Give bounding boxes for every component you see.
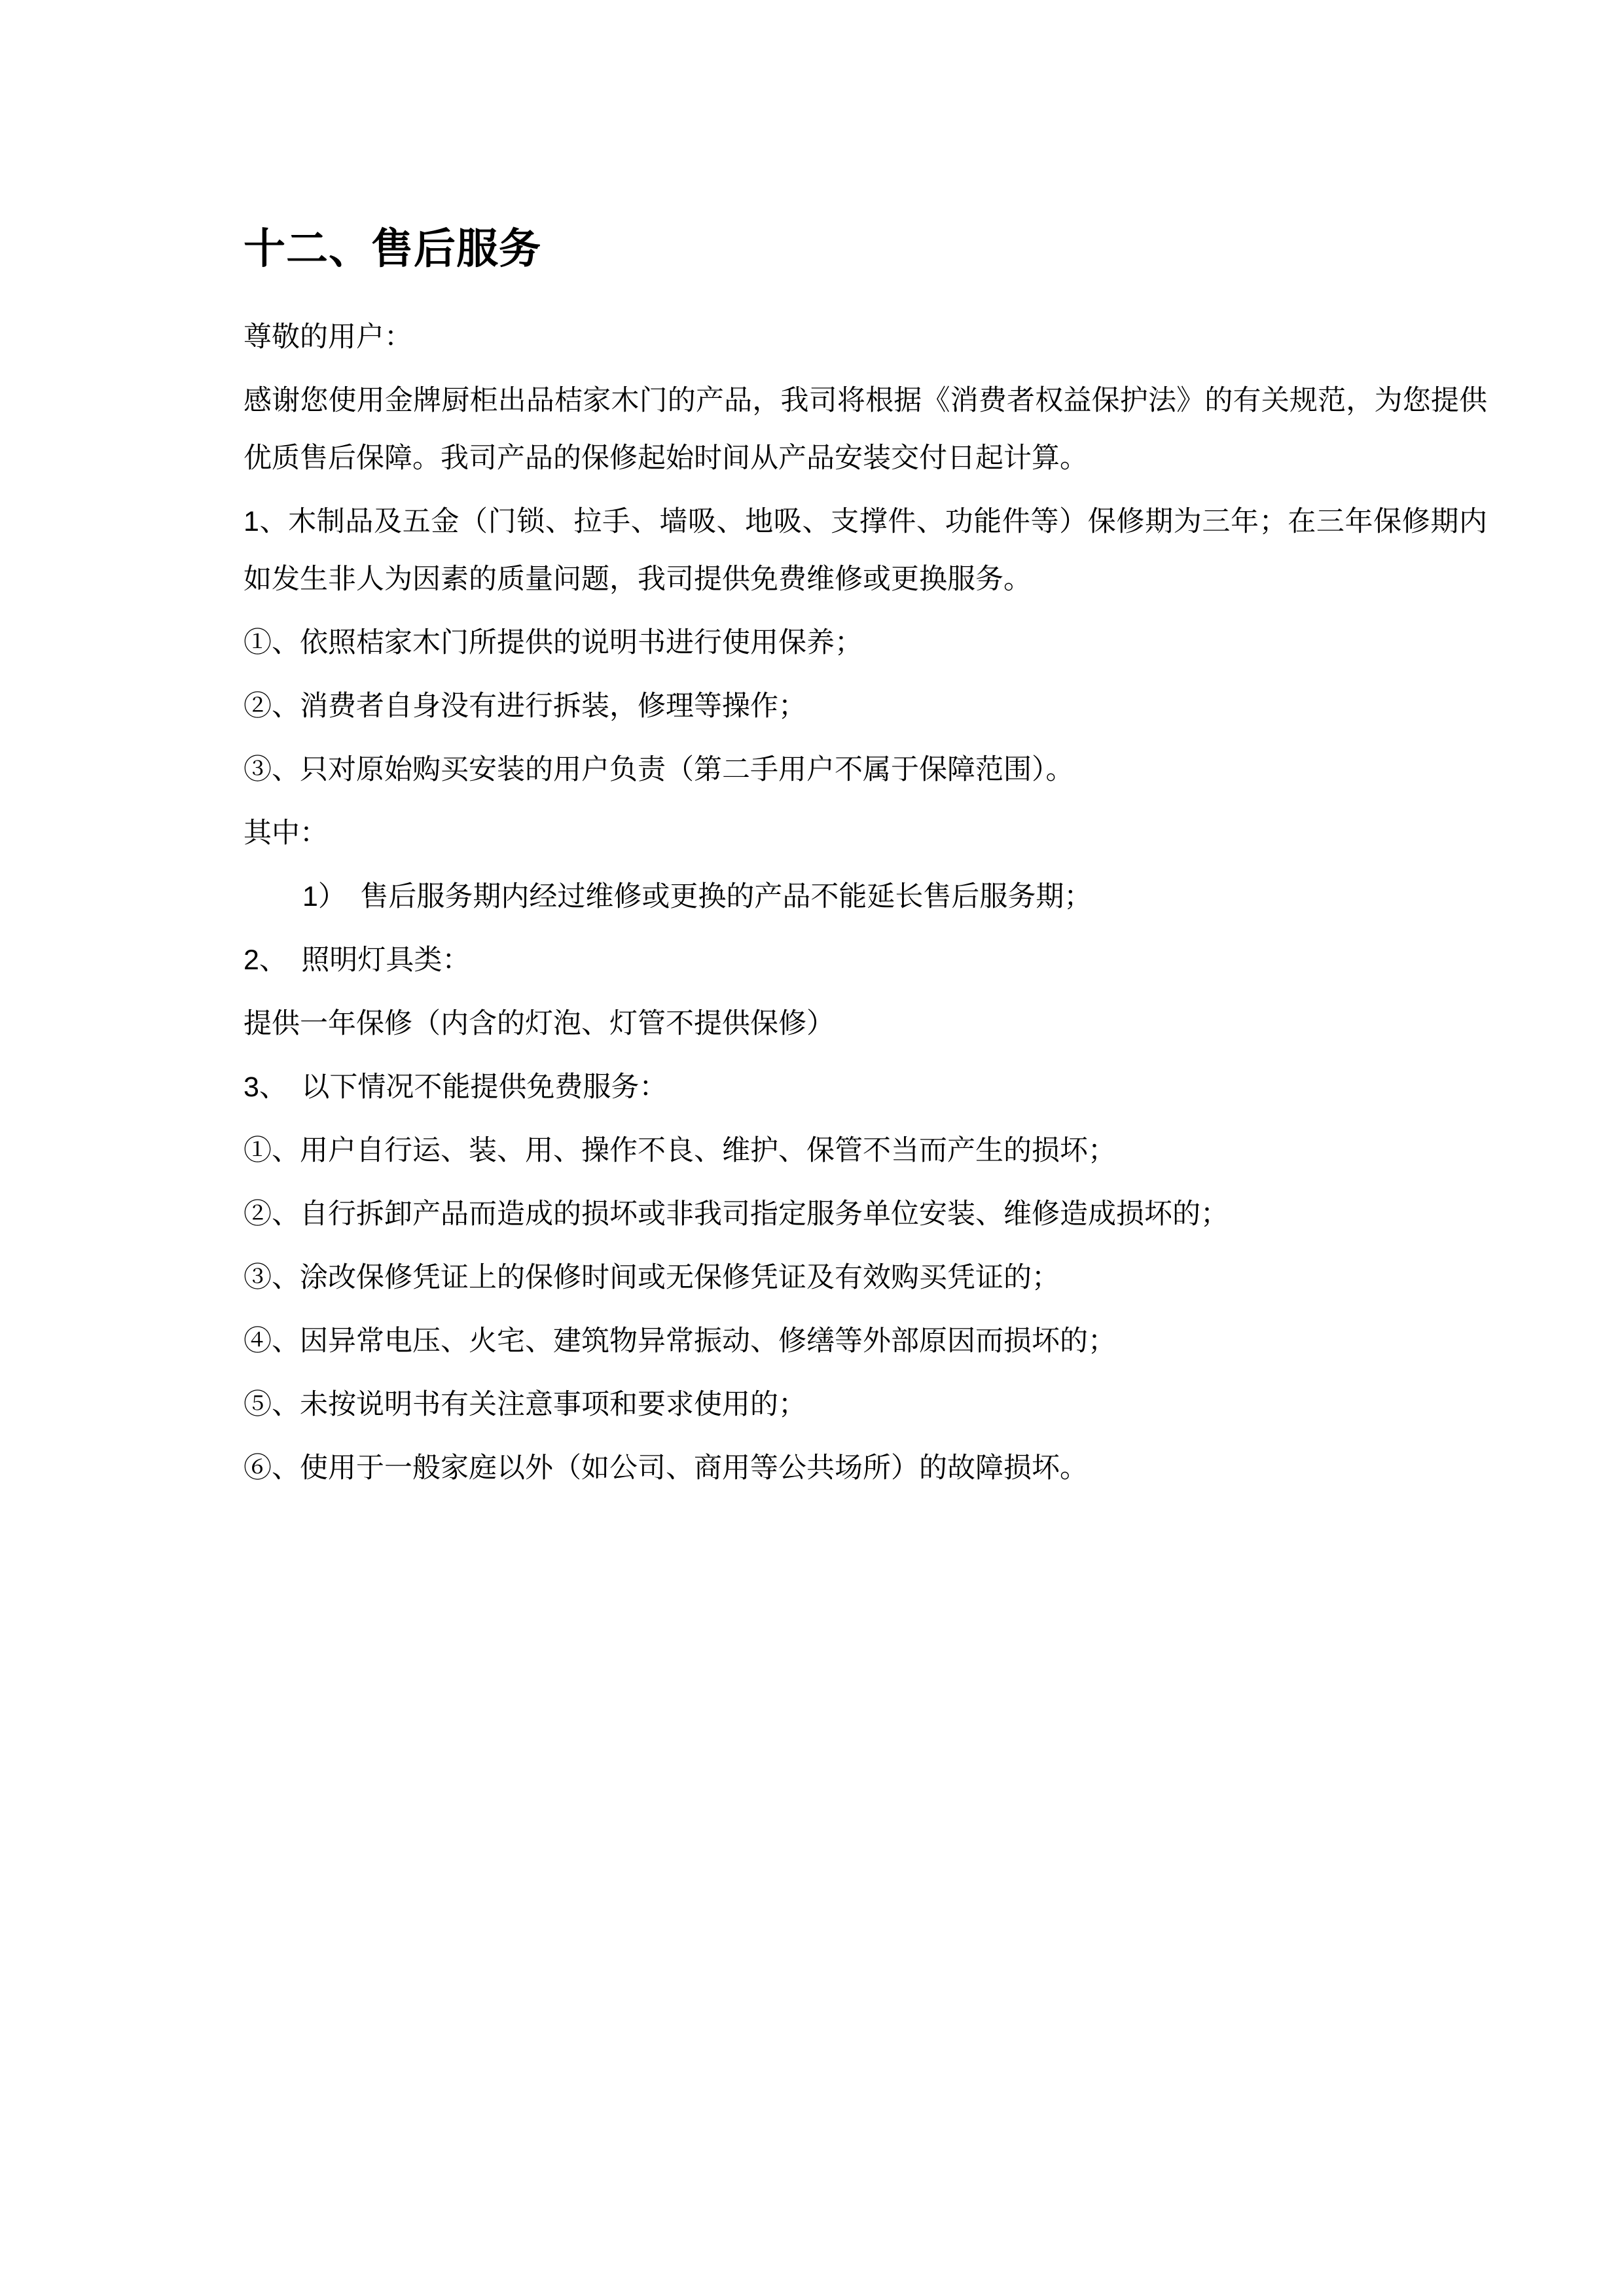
warranty-term-3: 3、 以下情况不能提供免费服务： bbox=[244, 1071, 668, 1103]
section-title: 十二、售后服务 bbox=[244, 225, 541, 272]
exclusion-2: ②、自行拆卸产品而造成的损坏或非我司指定服务单位安装、维修造成损坏的； bbox=[244, 1198, 1229, 1230]
salutation: 尊敬的用户： bbox=[244, 321, 412, 353]
warranty-term-2: 2、 照明灯具类： bbox=[244, 944, 471, 976]
exclusion-4: ④、因异常电压、火宅、建筑物异常振动、修缮等外部原因而损坏的； bbox=[244, 1325, 1116, 1357]
warranty-condition-1: ①、依照桔家木门所提供的说明书进行使用保养； bbox=[244, 626, 863, 658]
intro-paragraph: 感谢您使用金牌厨柜出品桔家木门的产品，我司将根据《消费者权益保护法》的有关规范，为您提供优质售后保障。我司产品的保修起始时间从产品安装交付日起计算。 bbox=[244, 384, 1487, 474]
exclusion-5: ⑤、未按说明书有关注意事项和要求使用的； bbox=[244, 1388, 806, 1420]
exclusion-3: ③、涂改保修凭证上的保修时间或无保修凭证及有效购买凭证的； bbox=[244, 1261, 1060, 1293]
document-content bbox=[244, 224, 1487, 1503]
among-which-label: 其中： bbox=[244, 817, 328, 849]
exclusion-1: ①、用户自行运、装、用、操作不良、维护、保管不当而产生的损坏； bbox=[244, 1134, 1116, 1166]
warranty-term-1: 1、木制品及五金（门锁、拉手、墙吸、地吸、支撑件、功能件等）保修期为三年；在三年保修期内如发生非人为因素的质量问题，我司提供免费维修或更换服务。 bbox=[244, 505, 1487, 595]
sub-item-1: 1） 售后服务期内经过维修或更换的产品不能延长售后服务期； bbox=[302, 880, 1092, 912]
warranty-condition-3: ③、只对原始购买安装的用户负责（第二手用户不属于保障范围）。 bbox=[244, 753, 1074, 785]
lighting-warranty-note: 提供一年保修（内含的灯泡、灯管不提供保修） bbox=[244, 1007, 835, 1039]
exclusion-6: ⑥、使用于一般家庭以外（如公司、商用等公共场所）的故障损坏。 bbox=[244, 1452, 1088, 1484]
warranty-condition-2: ②、消费者自身没有进行拆装，修理等操作； bbox=[244, 690, 806, 722]
